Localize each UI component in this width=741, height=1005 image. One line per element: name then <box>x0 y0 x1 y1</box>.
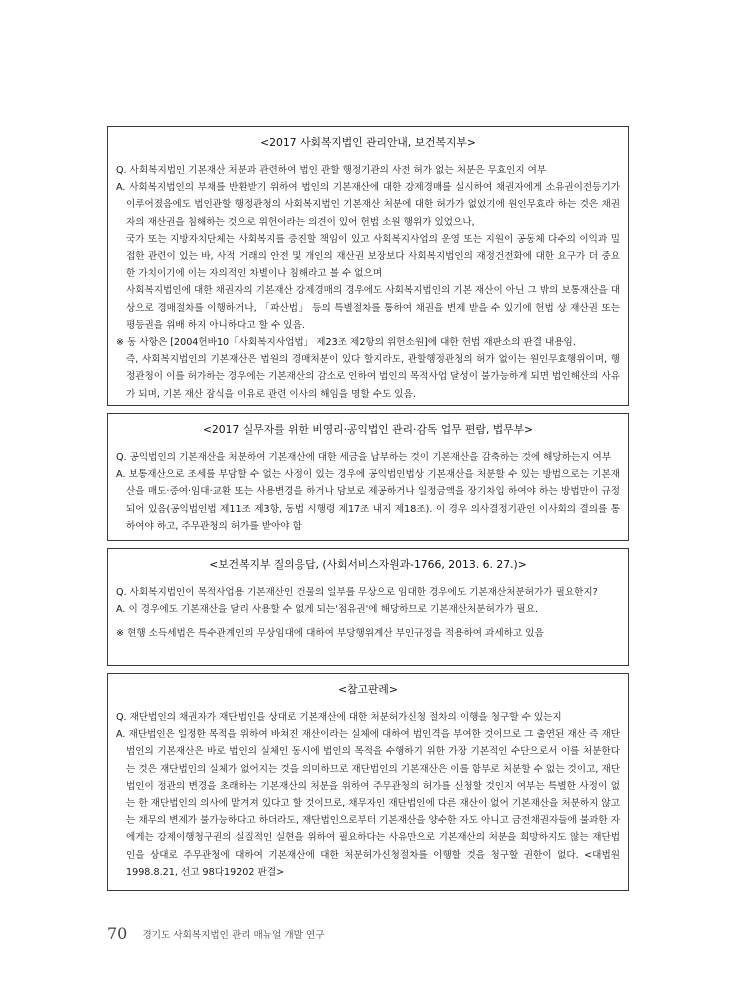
answer-text-continued: 국가 또는 지방자치단체는 사회복지를 증진할 책임이 있고 사회복지사업의 운영 또는 지원이 공동체 다수의 이익과 밀접한 관련이 있는 바, 사적 거래의 안전 및 개인의 재산권 보장보다 사회복지법인의 재정건전화에 대한 요구가 더 중요한 가치이기에 이는 자의적인 차별이나 침해라고 볼 수 없으며 <box>126 233 620 280</box>
note-text: ※ 동 사항은 [2004헌바10「사회복지사업법」 제23조 제2항의 위헌소원]에 대한 헌법 재판소의 판결 내용임. <box>116 337 576 349</box>
box-title: <2017 실무자를 위한 비영리·공익법인 관리·감독 업무 편람, 법무부> <box>202 423 534 436</box>
box-title: <참고판례> <box>338 683 398 696</box>
question-text: Q. 재단법인의 채권자가 재단법인을 상대로 기본재산에 대한 처분허가신청 절차의 이행을 청구할 수 있는지 <box>116 712 562 723</box>
note-text-continued: 즉, 사회복지법인의 기본재산은 법원의 경매처분이 있다 할지라도, 관할행정관청의 허가 없이는 원인무효행위이며, 행정관청이 이를 허가하는 경우에는 기본재산의 감소로 인하여 법인의 목적사업 달성이 불가능하게 되면 법인해산의 사유가 되며, 기본 재산 잠식을 이유로 관련 이사의 해임을 명할 수도 있음. <box>126 354 620 400</box>
question-text: Q. 공익법인의 기본재산을 처분하여 기본재산에 대한 세금을 납부하는 것이 기본재산을 감축하는 것에 해당하는지 여부 <box>116 452 612 463</box>
box-title: <2017 사회복지법인 관리안내, 보건복지부> <box>260 136 476 149</box>
info-box-nonprofit-handbook <box>107 413 629 541</box>
info-box-reference-case <box>107 673 629 891</box>
info-box-welfare-guide <box>107 126 629 406</box>
answer-text-continued: 사회복지법인에 대한 채권자의 기본재산 강제경매의 경우에도 사회복지법인의 기본 재산이 아닌 그 밖의 보통재산을 대상으로 경매절차를 이행하거나, 「파산법」 등의 특별절차를 통하여 채권을 변제 받을 수 있기에 헌법 상 재산권 또는 평등권을 위배 하지 아니하다고 할 수 있음. <box>126 285 620 331</box>
footer-title: 경기도 사회복지법인 관리 매뉴얼 개발 연구 <box>142 929 325 941</box>
info-box-ministry-qa <box>107 548 629 666</box>
answer-text: A. 재단법인은 일정한 목적을 위하여 바쳐진 재산이라는 실체에 대하여 법인격을 부여한 것이므로 그 출연된 재산 즉 재단법인의 기본재산은 바로 법인의 실체인 동시에 법인의 목적을 수행하기 위한 가장 기본적인 수단으로서 이를 처분한다는 것은 재단법인의 실체가 없어지는 것을 의미하므로 재단법인의 기본재산은 이를 함부로 처분할 수 없는 것이고, 재단법인이 정관의 변경을 초래하는 기본재산의 처분을 위하여 주무관청의 허가를 신청할 것인지 여부는 특별한 사정이 없는 한 재단법인의 의사에 맡겨져 있다고 할 것이므로, 채무자인 재단법인에 다른 재산이 없어 기본재산을 처분하지 않고는 채무의 변제가 불가능하다고 하더라도, 재단법인으로부터 기본재산을 양수한 자도 아니고 금전채권자들에 불과한 자에게는 강제이행청구권의 실질적인 실현을 위하여 필요하다는 사유만으로 기본재산의 처분을 희망하지도 않는 재단법인을 상대로 주무관청에 대하여 기본재산에 대한 처분허가신청절차를 이행할 것을 청구할 권한이 없다. <대법원 1998.8.21, 선고 98다19202 판결> <box>116 729 620 878</box>
answer-text: A. 사회복지법인의 부채를 반환받기 위하여 법인의 기본재산에 대한 강제경매를 실시하여 채권자에게 소유권이전등기가 이루어졌음에도 법인관할 행정관청의 사회복지법인 기본재산 처분에 대한 허가가 없었기에 원인무효라 하는 것은 채권자의 재산권을 침해하는 것으로 위헌이라는 의견이 있어 헌법 소원 행위가 있었으나, <box>116 182 620 228</box>
box-title: <보건복지부 질의응답, (사회서비스자원과-1766, 2013. 6. 27.)> <box>209 558 527 571</box>
answer-text: A. 이 경우에도 기본재산을 달리 사용할 수 없게 되는'점유권'에 해당하므로 기본재산처분허가가 필요. <box>116 604 539 616</box>
page-number: 70 <box>107 924 128 943</box>
question-text: Q. 사회복지법인 기본재산 처분과 관련하여 법인 관할 행정기관의 사전 허가 없는 처분은 무효인지 여부 <box>116 165 547 176</box>
answer-text: A. 보통재산으로 조세를 부담할 수 없는 사정이 있는 경우에 공익법인법상 기본재산을 처분할 수 있는 방법으로는 기본재산을 매도·증여·임대·교환 또는 사용변경을 하거나 담보로 제공하거나 일정금액을 장기차입 하여야 하는 방법만이 규정되어 있음(공익법인법 제11조 제3항, 동법 시행령 제17조 내지 제18조). 이 경우 의사결정기관인 이사회의 결의를 통하여야 하고, 주무관청의 허가를 받아야 함 <box>116 469 620 532</box>
question-text: Q. 사회복지법인이 목적사업용 기본재산인 건물의 일부를 무상으로 임대한 경우에도 기본재산처분허가가 필요한지? <box>116 587 598 598</box>
page-footer <box>107 923 325 943</box>
note-text: ※ 현행 소득세법은 특수관계인의 무상임대에 대하여 부당행위계산 부인규정을 적용하여 과세하고 있음 <box>116 628 544 640</box>
